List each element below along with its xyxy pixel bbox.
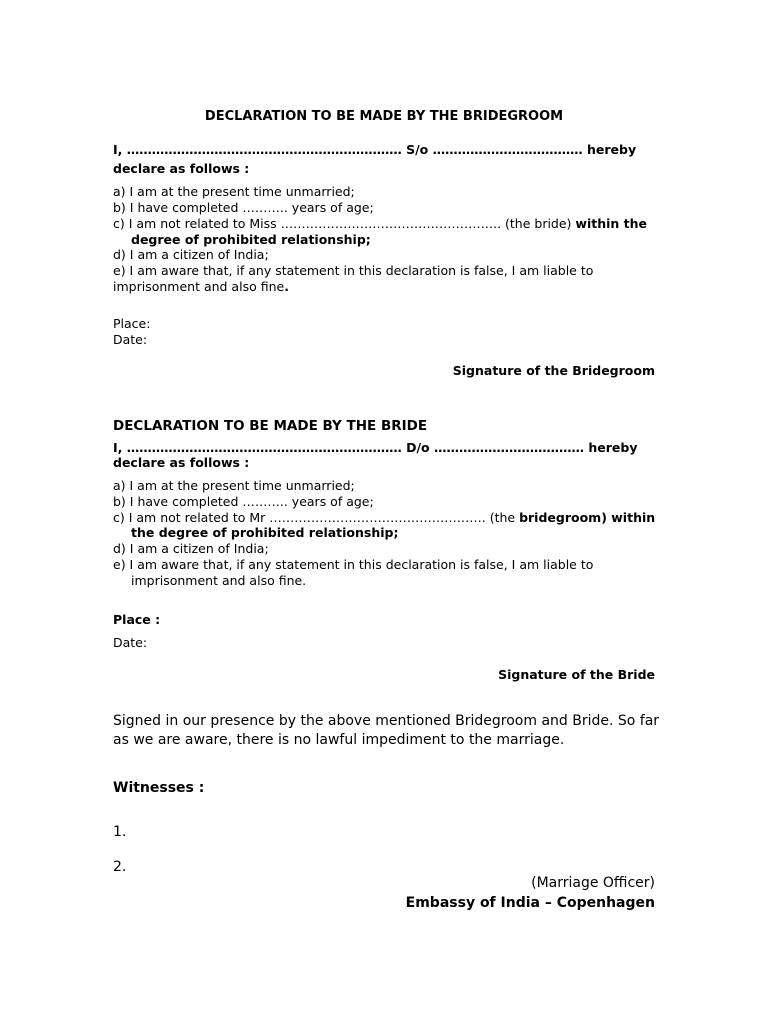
groom-declare: declare as follows : bbox=[113, 161, 250, 176]
bride-item-e2: imprisonment and also fine. bbox=[131, 573, 307, 588]
bride-hereby: hereby bbox=[584, 440, 638, 455]
groom-item-e1: e) I am aware that, if any statement in this declaration is false, I am liable to bbox=[113, 263, 594, 278]
bride-place: Place : bbox=[113, 612, 161, 627]
bride-name-blank: ………………………………………………………… bbox=[126, 440, 402, 455]
groom-item-d: d) I am a citizen of India; bbox=[113, 247, 269, 262]
bride-item-c-text: c) I am not related to Mr ……………………………………………. (the bbox=[113, 510, 520, 525]
bride-intro-line bbox=[113, 440, 637, 456]
groom-hereby: hereby bbox=[582, 142, 637, 157]
bride-item-c-bold: bridegroom) within bbox=[519, 510, 656, 525]
bride-declare: declare as follows : bbox=[113, 455, 250, 470]
groom-father-blank: ……………………………… bbox=[432, 142, 583, 157]
groom-date: Date: bbox=[113, 332, 148, 347]
bride-title: DECLARATION TO BE MADE BY THE BRIDE bbox=[113, 418, 428, 434]
embassy-name: Embassy of India – Copenhagen bbox=[405, 895, 655, 911]
bride-item-a: a) I am at the present time unmarried; bbox=[113, 478, 355, 493]
groom-item-c-bold: within the bbox=[575, 216, 648, 231]
bride-signature: Signature of the Bride bbox=[498, 667, 655, 682]
groom-item-e2-text: imprisonment and also fine bbox=[113, 279, 285, 294]
groom-intro-line bbox=[113, 142, 636, 158]
bride-item-e1: e) I am aware that, if any statement in this declaration is false, I am liable to bbox=[113, 557, 594, 572]
bride-item-c bbox=[113, 510, 655, 526]
groom-signature: Signature of the Bridegroom bbox=[452, 363, 655, 378]
witness-2: 2. bbox=[113, 859, 127, 875]
groom-item-c-text: c) I am not related to Miss …………………………………………….. (the bride) bbox=[113, 216, 576, 231]
groom-item-e2-end: . bbox=[284, 279, 289, 294]
bride-date: Date: bbox=[113, 635, 148, 650]
witnesses-heading: Witnesses : bbox=[113, 780, 205, 796]
groom-intro-i: I, bbox=[113, 142, 127, 157]
presence-line-1: Signed in our presence by the above mentioned Bridegroom and Bride. So far bbox=[113, 713, 660, 729]
bride-relation: D/o bbox=[401, 440, 434, 455]
marriage-officer: (Marriage Officer) bbox=[531, 875, 655, 891]
bride-item-b: b) I have completed ……….. years of age; bbox=[113, 494, 374, 509]
groom-item-a: a) I am at the present time unmarried; bbox=[113, 184, 355, 199]
bride-item-d: d) I am a citizen of India; bbox=[113, 541, 269, 556]
groom-name-blank: ………………………………………………………… bbox=[126, 142, 402, 157]
groom-item-b: b) I have completed ……….. years of age; bbox=[113, 200, 374, 215]
presence-line-2: as we are aware, there is no lawful impediment to the marriage. bbox=[113, 732, 565, 748]
bride-intro-i: I, bbox=[113, 440, 127, 455]
groom-place: Place: bbox=[113, 316, 151, 331]
groom-relation: S/o bbox=[401, 142, 433, 157]
groom-title: DECLARATION TO BE MADE BY THE BRIDEGROOM bbox=[204, 109, 564, 124]
bride-item-c-cont: the degree of prohibited relationship; bbox=[131, 525, 399, 540]
groom-item-e2 bbox=[113, 279, 289, 295]
groom-item-c bbox=[113, 216, 647, 232]
bride-father-blank: ……………………………… bbox=[434, 440, 584, 455]
groom-item-c-cont: degree of prohibited relationship; bbox=[131, 232, 371, 247]
witness-1: 1. bbox=[113, 824, 127, 840]
